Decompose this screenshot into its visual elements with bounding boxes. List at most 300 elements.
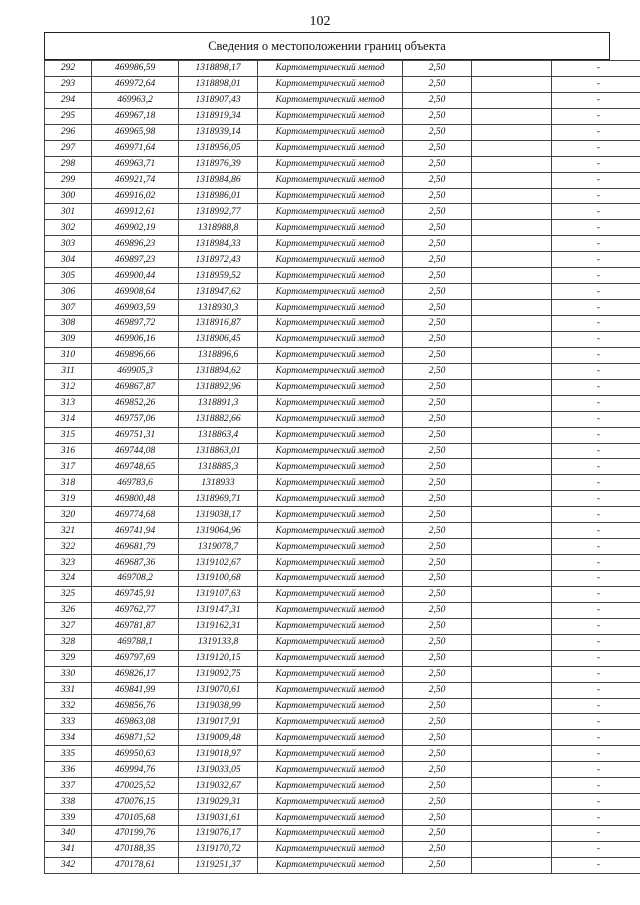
accuracy-cell: 2,50 [403, 268, 472, 284]
note-cell: - [552, 730, 640, 746]
note-cell: - [552, 634, 640, 650]
description-cell [472, 586, 552, 602]
accuracy-cell: 2,50 [403, 140, 472, 156]
table-row [45, 284, 640, 300]
y-coordinate-cell: 1319120,15 [179, 650, 258, 666]
method-cell: Картометрический метод [258, 634, 403, 650]
accuracy-cell: 2,50 [403, 188, 472, 204]
description-cell [472, 841, 552, 857]
accuracy-cell: 2,50 [403, 459, 472, 475]
table-row [45, 347, 640, 363]
accuracy-cell: 2,50 [403, 347, 472, 363]
method-cell: Картометрический метод [258, 841, 403, 857]
description-cell [472, 204, 552, 220]
method-cell: Картометрический метод [258, 475, 403, 491]
y-coordinate-cell: 1318984,33 [179, 236, 258, 252]
x-coordinate-cell: 469902,19 [92, 220, 179, 236]
y-coordinate-cell: 1319170,72 [179, 841, 258, 857]
point-number-cell: 326 [45, 602, 92, 618]
y-coordinate-cell: 1319064,96 [179, 523, 258, 539]
point-number-cell: 301 [45, 204, 92, 220]
accuracy-cell: 2,50 [403, 76, 472, 92]
accuracy-cell: 2,50 [403, 555, 472, 571]
point-number-cell: 331 [45, 682, 92, 698]
x-coordinate-cell: 470188,35 [92, 841, 179, 857]
table-row [45, 331, 640, 347]
note-cell: - [552, 778, 640, 794]
x-coordinate-cell: 469797,69 [92, 650, 179, 666]
x-coordinate-cell: 469757,06 [92, 411, 179, 427]
point-number-cell: 304 [45, 252, 92, 268]
method-cell: Картометрический метод [258, 571, 403, 587]
accuracy-cell: 2,50 [403, 826, 472, 842]
method-cell: Картометрический метод [258, 778, 403, 794]
note-cell: - [552, 857, 640, 873]
y-coordinate-cell: 1318916,87 [179, 316, 258, 332]
description-cell [472, 108, 552, 124]
method-cell: Картометрический метод [258, 539, 403, 555]
note-cell: - [552, 108, 640, 124]
description-cell [472, 746, 552, 762]
table-row [45, 76, 640, 92]
point-number-cell: 312 [45, 379, 92, 395]
description-cell [472, 857, 552, 873]
method-cell: Картометрический метод [258, 427, 403, 443]
note-cell: - [552, 618, 640, 634]
table-row [45, 666, 640, 682]
x-coordinate-cell: 469912,61 [92, 204, 179, 220]
point-number-cell: 337 [45, 778, 92, 794]
method-cell: Картометрический метод [258, 188, 403, 204]
method-cell: Картометрический метод [258, 523, 403, 539]
y-coordinate-cell: 1318976,39 [179, 156, 258, 172]
coordinates-table [44, 60, 640, 874]
description-cell [472, 650, 552, 666]
table-row [45, 459, 640, 475]
x-coordinate-cell: 469963,71 [92, 156, 179, 172]
x-coordinate-cell: 469741,94 [92, 523, 179, 539]
x-coordinate-cell: 469905,3 [92, 363, 179, 379]
point-number-cell: 317 [45, 459, 92, 475]
y-coordinate-cell: 1318907,43 [179, 92, 258, 108]
x-coordinate-cell: 469950,63 [92, 746, 179, 762]
x-coordinate-cell: 469897,23 [92, 252, 179, 268]
accuracy-cell: 2,50 [403, 507, 472, 523]
y-coordinate-cell: 1319032,67 [179, 778, 258, 794]
point-number-cell: 308 [45, 316, 92, 332]
x-coordinate-cell: 469783,6 [92, 475, 179, 491]
x-coordinate-cell: 469800,48 [92, 491, 179, 507]
note-cell: - [552, 826, 640, 842]
note-cell: - [552, 459, 640, 475]
point-number-cell: 299 [45, 172, 92, 188]
point-number-cell: 332 [45, 698, 92, 714]
note-cell: - [552, 156, 640, 172]
table-row [45, 826, 640, 842]
table-row [45, 124, 640, 140]
table-row [45, 411, 640, 427]
x-coordinate-cell: 469903,59 [92, 300, 179, 316]
table-row [45, 714, 640, 730]
x-coordinate-cell: 469921,74 [92, 172, 179, 188]
x-coordinate-cell: 469748,65 [92, 459, 179, 475]
accuracy-cell: 2,50 [403, 204, 472, 220]
table-row [45, 857, 640, 873]
accuracy-cell: 2,50 [403, 682, 472, 698]
method-cell: Картометрический метод [258, 395, 403, 411]
x-coordinate-cell: 470105,68 [92, 810, 179, 826]
accuracy-cell: 2,50 [403, 427, 472, 443]
table-row [45, 475, 640, 491]
point-number-cell: 329 [45, 650, 92, 666]
point-number-cell: 310 [45, 347, 92, 363]
x-coordinate-cell: 469916,02 [92, 188, 179, 204]
point-number-cell: 320 [45, 507, 92, 523]
y-coordinate-cell: 1319031,61 [179, 810, 258, 826]
table-row [45, 172, 640, 188]
point-number-cell: 296 [45, 124, 92, 140]
x-coordinate-cell: 469745,91 [92, 586, 179, 602]
method-cell: Картометрический метод [258, 698, 403, 714]
accuracy-cell: 2,50 [403, 571, 472, 587]
method-cell: Картометрический метод [258, 252, 403, 268]
accuracy-cell: 2,50 [403, 491, 472, 507]
method-cell: Картометрический метод [258, 682, 403, 698]
point-number-cell: 324 [45, 571, 92, 587]
y-coordinate-cell: 1319147,31 [179, 602, 258, 618]
point-number-cell: 335 [45, 746, 92, 762]
note-cell: - [552, 586, 640, 602]
method-cell: Картометрический метод [258, 618, 403, 634]
note-cell: - [552, 794, 640, 810]
note-cell: - [552, 316, 640, 332]
accuracy-cell: 2,50 [403, 363, 472, 379]
method-cell: Картометрический метод [258, 507, 403, 523]
note-cell: - [552, 714, 640, 730]
y-coordinate-cell: 1318919,34 [179, 108, 258, 124]
y-coordinate-cell: 1318898,17 [179, 61, 258, 77]
y-coordinate-cell: 1318882,66 [179, 411, 258, 427]
note-cell: - [552, 650, 640, 666]
point-number-cell: 313 [45, 395, 92, 411]
description-cell [472, 61, 552, 77]
description-cell [472, 682, 552, 698]
note-cell: - [552, 76, 640, 92]
method-cell: Картометрический метод [258, 300, 403, 316]
y-coordinate-cell: 1319038,99 [179, 698, 258, 714]
table-row [45, 602, 640, 618]
table-row [45, 316, 640, 332]
note-cell: - [552, 252, 640, 268]
note-cell: - [552, 284, 640, 300]
table-row [45, 236, 640, 252]
note-cell: - [552, 810, 640, 826]
method-cell: Картометрический метод [258, 363, 403, 379]
x-coordinate-cell: 469826,17 [92, 666, 179, 682]
x-coordinate-cell: 469841,99 [92, 682, 179, 698]
x-coordinate-cell: 470025,52 [92, 778, 179, 794]
note-cell: - [552, 363, 640, 379]
method-cell: Картометрический метод [258, 411, 403, 427]
x-coordinate-cell: 469972,64 [92, 76, 179, 92]
point-number-cell: 336 [45, 762, 92, 778]
accuracy-cell: 2,50 [403, 443, 472, 459]
table-row [45, 491, 640, 507]
description-cell [472, 252, 552, 268]
y-coordinate-cell: 1318892,96 [179, 379, 258, 395]
point-number-cell: 294 [45, 92, 92, 108]
point-number-cell: 333 [45, 714, 92, 730]
x-coordinate-cell: 469963,2 [92, 92, 179, 108]
point-number-cell: 314 [45, 411, 92, 427]
accuracy-cell: 2,50 [403, 762, 472, 778]
point-number-cell: 293 [45, 76, 92, 92]
description-cell [472, 778, 552, 794]
accuracy-cell: 2,50 [403, 618, 472, 634]
y-coordinate-cell: 1319251,37 [179, 857, 258, 873]
table-row [45, 523, 640, 539]
table-row [45, 841, 640, 857]
description-cell [472, 76, 552, 92]
point-number-cell: 292 [45, 61, 92, 77]
x-coordinate-cell: 469762,77 [92, 602, 179, 618]
method-cell: Картометрический метод [258, 236, 403, 252]
x-coordinate-cell: 469897,72 [92, 316, 179, 332]
method-cell: Картометрический метод [258, 555, 403, 571]
table-row [45, 92, 640, 108]
point-number-cell: 322 [45, 539, 92, 555]
description-cell [472, 140, 552, 156]
point-number-cell: 298 [45, 156, 92, 172]
method-cell: Картометрический метод [258, 268, 403, 284]
note-cell: - [552, 475, 640, 491]
x-coordinate-cell: 469967,18 [92, 108, 179, 124]
point-number-cell: 315 [45, 427, 92, 443]
description-cell [472, 284, 552, 300]
point-number-cell: 341 [45, 841, 92, 857]
point-number-cell: 340 [45, 826, 92, 842]
description-cell [472, 714, 552, 730]
point-number-cell: 306 [45, 284, 92, 300]
method-cell: Картометрический метод [258, 156, 403, 172]
note-cell: - [552, 300, 640, 316]
x-coordinate-cell: 469856,76 [92, 698, 179, 714]
method-cell: Картометрический метод [258, 714, 403, 730]
point-number-cell: 309 [45, 331, 92, 347]
method-cell: Картометрический метод [258, 459, 403, 475]
table-row [45, 268, 640, 284]
accuracy-cell: 2,50 [403, 220, 472, 236]
point-number-cell: 319 [45, 491, 92, 507]
x-coordinate-cell: 469896,66 [92, 347, 179, 363]
accuracy-cell: 2,50 [403, 156, 472, 172]
table-row [45, 778, 640, 794]
note-cell: - [552, 491, 640, 507]
method-cell: Картометрический метод [258, 347, 403, 363]
note-cell: - [552, 762, 640, 778]
method-cell: Картометрический метод [258, 650, 403, 666]
table-row [45, 698, 640, 714]
table-row [45, 188, 640, 204]
accuracy-cell: 2,50 [403, 841, 472, 857]
table-row [45, 61, 640, 77]
table-row [45, 443, 640, 459]
note-cell: - [552, 172, 640, 188]
point-number-cell: 330 [45, 666, 92, 682]
description-cell [472, 188, 552, 204]
description-cell [472, 236, 552, 252]
x-coordinate-cell: 469994,76 [92, 762, 179, 778]
note-cell: - [552, 140, 640, 156]
y-coordinate-cell: 1318894,62 [179, 363, 258, 379]
description-cell [472, 379, 552, 395]
y-coordinate-cell: 1318972,43 [179, 252, 258, 268]
note-cell: - [552, 682, 640, 698]
description-cell [472, 300, 552, 316]
y-coordinate-cell: 1319076,17 [179, 826, 258, 842]
point-number-cell: 302 [45, 220, 92, 236]
point-number-cell: 311 [45, 363, 92, 379]
point-number-cell: 342 [45, 857, 92, 873]
method-cell: Картометрический метод [258, 746, 403, 762]
description-cell [472, 172, 552, 188]
point-number-cell: 323 [45, 555, 92, 571]
description-cell [472, 571, 552, 587]
point-number-cell: 334 [45, 730, 92, 746]
y-coordinate-cell: 1318863,4 [179, 427, 258, 443]
table-row [45, 650, 640, 666]
y-coordinate-cell: 1319029,31 [179, 794, 258, 810]
description-cell [472, 316, 552, 332]
accuracy-cell: 2,50 [403, 539, 472, 555]
table-row [45, 156, 640, 172]
x-coordinate-cell: 470199,76 [92, 826, 179, 842]
table-row [45, 682, 640, 698]
method-cell: Картометрический метод [258, 204, 403, 220]
x-coordinate-cell: 469708,2 [92, 571, 179, 587]
accuracy-cell: 2,50 [403, 124, 472, 140]
y-coordinate-cell: 1319009,48 [179, 730, 258, 746]
description-cell [472, 443, 552, 459]
note-cell: - [552, 698, 640, 714]
method-cell: Картометрический метод [258, 61, 403, 77]
accuracy-cell: 2,50 [403, 794, 472, 810]
description-cell [472, 459, 552, 475]
point-number-cell: 297 [45, 140, 92, 156]
point-number-cell: 295 [45, 108, 92, 124]
accuracy-cell: 2,50 [403, 411, 472, 427]
accuracy-cell: 2,50 [403, 650, 472, 666]
x-coordinate-cell: 469744,08 [92, 443, 179, 459]
table-row [45, 746, 640, 762]
note-cell: - [552, 427, 640, 443]
accuracy-cell: 2,50 [403, 61, 472, 77]
y-coordinate-cell: 1319107,63 [179, 586, 258, 602]
description-cell [472, 666, 552, 682]
note-cell: - [552, 379, 640, 395]
x-coordinate-cell: 469852,26 [92, 395, 179, 411]
note-cell: - [552, 507, 640, 523]
point-number-cell: 318 [45, 475, 92, 491]
note-cell: - [552, 571, 640, 587]
table-row [45, 140, 640, 156]
x-coordinate-cell: 470076,15 [92, 794, 179, 810]
y-coordinate-cell: 1318956,05 [179, 140, 258, 156]
accuracy-cell: 2,50 [403, 602, 472, 618]
method-cell: Картометрический метод [258, 491, 403, 507]
note-cell: - [552, 61, 640, 77]
x-coordinate-cell: 469867,87 [92, 379, 179, 395]
y-coordinate-cell: 1319102,67 [179, 555, 258, 571]
y-coordinate-cell: 1318988,8 [179, 220, 258, 236]
x-coordinate-cell: 469681,79 [92, 539, 179, 555]
accuracy-cell: 2,50 [403, 714, 472, 730]
section-header: Сведения о местоположении границ объекта [44, 32, 610, 60]
table-row [45, 794, 640, 810]
method-cell: Картометрический метод [258, 602, 403, 618]
table-row [45, 539, 640, 555]
table-row [45, 634, 640, 650]
description-cell [472, 555, 552, 571]
accuracy-cell: 2,50 [403, 586, 472, 602]
description-cell [472, 730, 552, 746]
y-coordinate-cell: 1319070,61 [179, 682, 258, 698]
note-cell: - [552, 443, 640, 459]
table-row [45, 571, 640, 587]
accuracy-cell: 2,50 [403, 634, 472, 650]
method-cell: Картометрический метод [258, 794, 403, 810]
y-coordinate-cell: 1318992,77 [179, 204, 258, 220]
table-row [45, 108, 640, 124]
y-coordinate-cell: 1318969,71 [179, 491, 258, 507]
description-cell [472, 491, 552, 507]
x-coordinate-cell: 469906,16 [92, 331, 179, 347]
note-cell: - [552, 746, 640, 762]
description-cell [472, 539, 552, 555]
y-coordinate-cell: 1318863,01 [179, 443, 258, 459]
method-cell: Картометрический метод [258, 284, 403, 300]
accuracy-cell: 2,50 [403, 300, 472, 316]
method-cell: Картометрический метод [258, 220, 403, 236]
method-cell: Картометрический метод [258, 124, 403, 140]
point-number-cell: 303 [45, 236, 92, 252]
note-cell: - [552, 666, 640, 682]
accuracy-cell: 2,50 [403, 331, 472, 347]
method-cell: Картометрический метод [258, 857, 403, 873]
y-coordinate-cell: 1318891,3 [179, 395, 258, 411]
y-coordinate-cell: 1319133,8 [179, 634, 258, 650]
x-coordinate-cell: 469687,36 [92, 555, 179, 571]
y-coordinate-cell: 1319033,05 [179, 762, 258, 778]
description-cell [472, 810, 552, 826]
table-row [45, 427, 640, 443]
point-number-cell: 316 [45, 443, 92, 459]
y-coordinate-cell: 1318906,45 [179, 331, 258, 347]
accuracy-cell: 2,50 [403, 730, 472, 746]
point-number-cell: 339 [45, 810, 92, 826]
table-row [45, 363, 640, 379]
y-coordinate-cell: 1318984,86 [179, 172, 258, 188]
x-coordinate-cell: 469965,98 [92, 124, 179, 140]
description-cell [472, 331, 552, 347]
accuracy-cell: 2,50 [403, 172, 472, 188]
point-number-cell: 338 [45, 794, 92, 810]
description-cell [472, 268, 552, 284]
point-number-cell: 327 [45, 618, 92, 634]
note-cell: - [552, 204, 640, 220]
description-cell [472, 826, 552, 842]
method-cell: Картометрический метод [258, 826, 403, 842]
